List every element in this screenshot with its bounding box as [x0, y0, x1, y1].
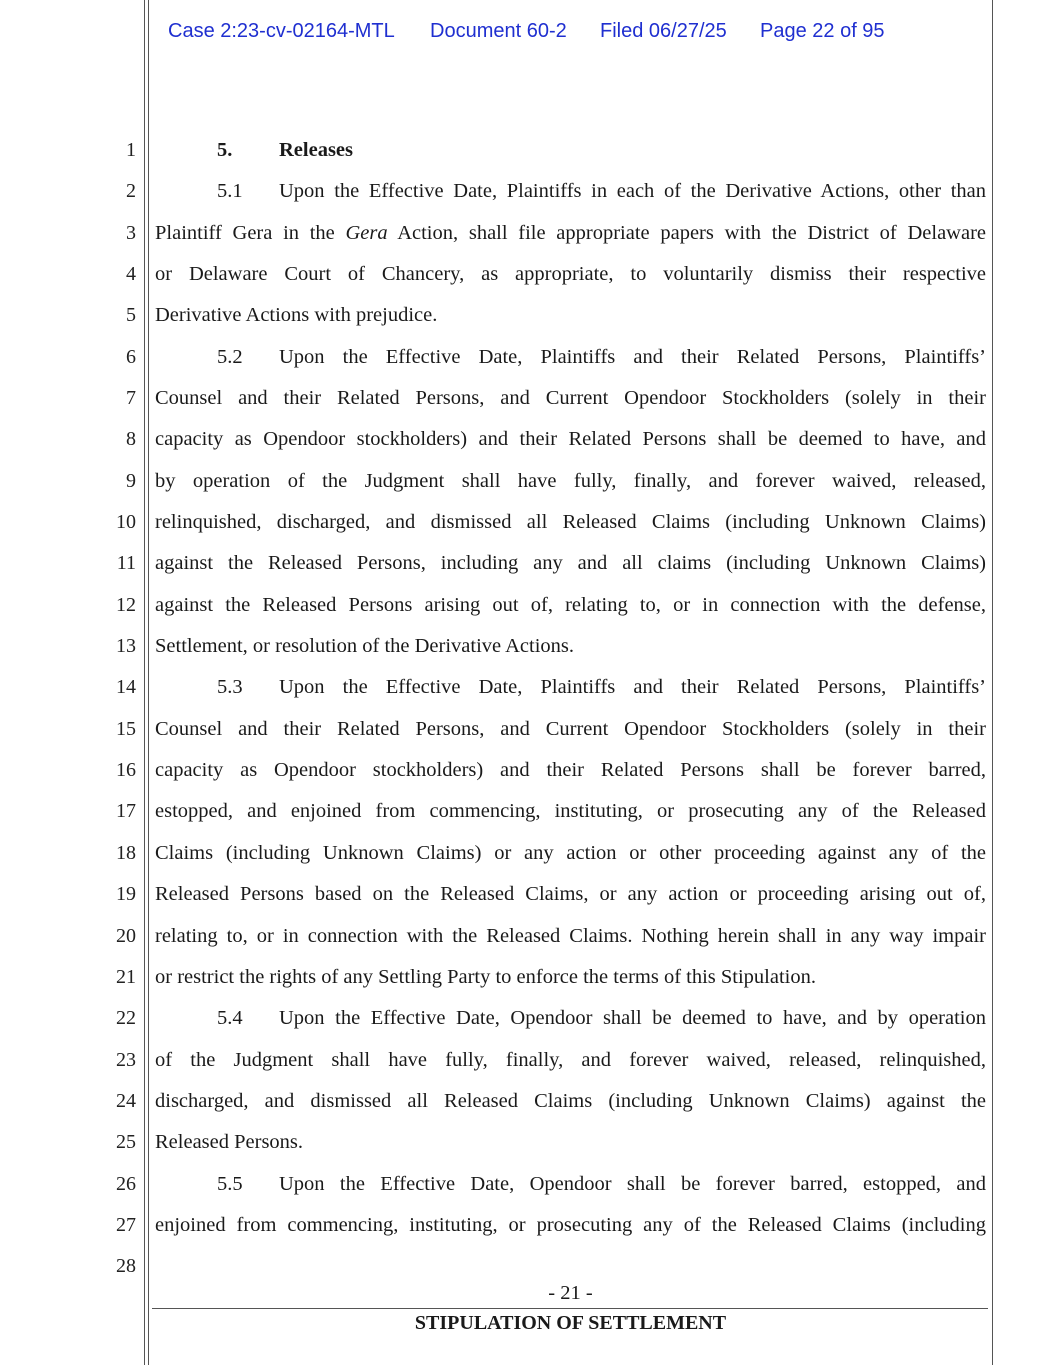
- line-number: 2: [126, 180, 136, 202]
- paragraph-5-2-line: by operation of the Judgment shall have fully, finally, and forever waived, released,: [155, 470, 986, 492]
- paragraph-5-4-line: [155, 1006, 986, 1030]
- line-number: 16: [116, 759, 136, 781]
- paragraph-5-3-line: Claims (including Unknown Claims) or any action or other proceeding against any of the: [155, 842, 986, 864]
- line-number: 27: [116, 1214, 136, 1236]
- header-filed-date: Filed 06/27/25: [600, 20, 727, 42]
- line-number: 18: [116, 842, 136, 864]
- line-number: 19: [116, 883, 136, 905]
- line-number: 5: [126, 304, 136, 326]
- paragraph-5-3-line: Released Persons based on the Released Claims, or any action or proceeding arising out of,: [155, 883, 986, 905]
- italic-case-name: Gera: [345, 222, 388, 244]
- paragraph-5-3-line: [155, 675, 986, 699]
- paragraph-5-3-line: relating to, or in connection with the Released Claims. Nothing herein shall in any way impair: [155, 925, 986, 947]
- page-number: - 21 -: [548, 1282, 593, 1304]
- left-margin-rule-outer: [144, 0, 145, 1365]
- paragraph-5-2-line: [155, 345, 986, 369]
- paragraph-5-5-line: [155, 1172, 986, 1196]
- footer-divider: [152, 1308, 988, 1309]
- paragraph-number: 5.4: [217, 1007, 243, 1029]
- line-number: 6: [126, 346, 136, 368]
- line-number: 9: [126, 470, 136, 492]
- paragraph-5-2-line: capacity as Opendoor stockholders) and their Related Persons shall be deemed to have, and: [155, 428, 986, 450]
- section-title: Releases: [279, 139, 354, 161]
- line-number: 28: [116, 1255, 136, 1277]
- paragraph-5-3-line: estopped, and enjoined from commencing, instituting, or prosecuting any of the Released: [155, 800, 986, 822]
- paragraph-5-4-line: of the Judgment shall have fully, finally, and forever waived, released, relinquished,: [155, 1049, 986, 1071]
- paragraph-number: 5.5: [217, 1173, 243, 1195]
- paragraph-5-1-line: Derivative Actions with prejudice.: [155, 304, 438, 326]
- paragraph-5-3-line: capacity as Opendoor stockholders) and their Related Persons shall be forever barred,: [155, 759, 986, 781]
- line-number: 23: [116, 1049, 136, 1071]
- line-number: 11: [116, 552, 136, 574]
- line-number: 1: [126, 139, 136, 161]
- line-number: 10: [116, 511, 136, 533]
- paragraph-number: 5.3: [217, 676, 243, 698]
- paragraph-5-3-line: or restrict the rights of any Settling Party to enforce the terms of this Stipulation.: [155, 966, 816, 988]
- line-number: 26: [116, 1173, 136, 1195]
- line-number: 4: [126, 263, 136, 285]
- section-number: 5.: [217, 139, 233, 161]
- paragraph-5-2-line: Settlement, or resolution of the Derivative Actions.: [155, 635, 575, 657]
- line-number: 24: [116, 1090, 136, 1112]
- paragraph-5-4-line: discharged, and dismissed all Released Claims (including Unknown Claims) against the: [155, 1090, 986, 1112]
- left-margin-rule-inner: [148, 0, 149, 1365]
- header-document-number: Document 60-2: [430, 20, 567, 42]
- right-margin-rule: [992, 0, 993, 1365]
- line-number: 14: [116, 676, 136, 698]
- line-number: 20: [116, 925, 136, 947]
- header-page-of: Page 22 of 95: [760, 20, 885, 42]
- text-run: Upon the Effective Date, Opendoor shall be deemed to have, and by operation: [279, 1007, 986, 1029]
- paragraph-5-2-line: relinquished, discharged, and dismissed all Released Claims (including Unknown Claims): [155, 511, 986, 533]
- paragraph-number: 5.1: [217, 180, 243, 202]
- text-run: Action, shall file appropriate papers with the District of Delaware: [387, 222, 986, 244]
- line-number: 21: [116, 966, 136, 988]
- line-number: 25: [116, 1131, 136, 1153]
- paragraph-5-2-line: against the Released Persons arising out of, relating to, or in connection with the defense,: [155, 594, 986, 616]
- paragraph-5-1-line: [155, 221, 986, 245]
- footer-document-title: STIPULATION OF SETTLEMENT: [414, 1312, 727, 1334]
- text-run: Upon the Effective Date, Plaintiffs in each of the Derivative Actions, other than: [279, 180, 986, 202]
- text-run: Upon the Effective Date, Opendoor shall be forever barred, estopped, and: [279, 1173, 986, 1195]
- text-run: Plaintiff Gera in the: [155, 222, 346, 244]
- text-run: Upon the Effective Date, Plaintiffs and their Related Persons, Plaintiffs’: [279, 346, 986, 368]
- paragraph-5-3-line: Counsel and their Related Persons, and Current Opendoor Stockholders (solely in their: [155, 718, 986, 740]
- line-number: 8: [126, 428, 136, 450]
- line-number: 22: [116, 1007, 136, 1029]
- section-heading: [155, 138, 986, 162]
- paragraph-5-5-line: enjoined from commencing, instituting, or prosecuting any of the Released Claims (including: [155, 1214, 986, 1236]
- line-number: 13: [116, 635, 136, 657]
- paragraph-number: 5.2: [217, 346, 243, 368]
- line-number: 3: [126, 222, 136, 244]
- paragraph-5-1-line: or Delaware Court of Chancery, as appropriate, to voluntarily dismiss their respective: [155, 263, 986, 285]
- line-number: 7: [126, 387, 136, 409]
- paragraph-5-2-line: against the Released Persons, including any and all claims (including Unknown Claims): [155, 552, 986, 574]
- line-number: 15: [116, 718, 136, 740]
- paragraph-5-4-line: Released Persons.: [155, 1131, 304, 1153]
- paragraph-5-2-line: Counsel and their Related Persons, and Current Opendoor Stockholders (solely in their: [155, 387, 986, 409]
- line-number: 17: [116, 800, 136, 822]
- header-case-number: Case 2:23-cv-02164-MTL: [168, 20, 395, 42]
- paragraph-5-1-line: [155, 179, 986, 203]
- text-run: Upon the Effective Date, Plaintiffs and their Related Persons, Plaintiffs’: [279, 676, 986, 698]
- line-number: 12: [116, 594, 136, 616]
